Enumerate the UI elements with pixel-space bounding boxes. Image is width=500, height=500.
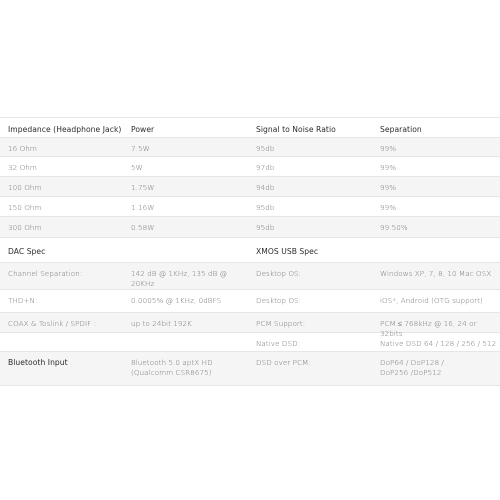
cell-snr: 95db	[256, 223, 275, 232]
cell-separation: 99.50%	[380, 223, 408, 232]
spec-value	[131, 333, 249, 339]
bluetooth-row	[0, 352, 500, 386]
spec-label: Desktop OS:	[256, 296, 302, 305]
cell-impedance: 150 Ohm	[8, 203, 42, 212]
bluetooth-input-heading: Bluetooth Input	[8, 358, 68, 367]
cell-impedance: 300 Ohm	[8, 223, 42, 232]
table-row	[0, 263, 500, 290]
table-row	[0, 333, 500, 352]
cell-snr: 94db	[256, 183, 275, 192]
cell-power: 1.16W	[131, 203, 155, 212]
dsd-over-pcm-label: DSD over PCM:	[256, 358, 311, 367]
spec-label: THD+N:	[8, 296, 38, 305]
header-snr: Signal to Noise Ratio	[256, 125, 336, 134]
cell-impedance: 16 Ohm	[8, 144, 37, 153]
xmos-spec-heading: XMOS USB Spec	[256, 247, 319, 256]
cell-snr: 97db	[256, 163, 275, 172]
bluetooth-input-value: Bluetooth 5.0 aptX HD (Qualcomm CSR8675)	[131, 358, 213, 377]
spec-label: Desktop OS:	[256, 269, 302, 278]
cell-impedance: 32 Ohm	[8, 163, 37, 172]
spec-label: PCM Support:	[256, 319, 306, 328]
dac-spec-heading: DAC Spec	[8, 247, 46, 256]
table-row	[0, 313, 500, 338]
spec-value: 142 dB @ 1KHz, 135 dB @ 20KHz	[131, 269, 227, 288]
cell-separation: 99%	[380, 144, 397, 153]
cell-separation: 99%	[380, 203, 397, 212]
header-power: Power	[131, 125, 155, 134]
table-row	[0, 197, 500, 217]
header-impedance: Impedance (Headphone Jack)	[8, 125, 122, 134]
spec-header-row	[0, 238, 500, 263]
spec-value: up to 24bit 192K	[131, 319, 192, 328]
cell-impedance: 100 Ohm	[8, 183, 42, 192]
spec-label: COAX & Toslink / SPDIF :	[8, 319, 97, 328]
spec-label	[8, 333, 126, 339]
cell-power: 1.75W	[131, 183, 155, 192]
spec-value: iOS*, Android (OTG support)	[380, 296, 483, 305]
cell-separation: 99%	[380, 163, 397, 172]
cell-snr: 95db	[256, 144, 275, 153]
spec-label: Native DSD:	[256, 339, 301, 348]
table-row	[0, 177, 500, 197]
impedance-header-row	[0, 117, 500, 138]
cell-power: 7.5W	[131, 144, 150, 153]
table-row	[0, 157, 500, 177]
cell-power: 0.58W	[131, 223, 155, 232]
spec-value: Native DSD 64 / 128 / 256 / 512	[380, 339, 497, 348]
cell-separation: 99%	[380, 183, 397, 192]
header-separation: Separation	[380, 125, 422, 134]
cell-snr: 95db	[256, 203, 275, 212]
table-row	[0, 290, 500, 313]
table-row	[0, 138, 500, 157]
spec-label: Channel Separation:	[8, 269, 83, 278]
table-row	[0, 217, 500, 238]
dsd-over-pcm-value: DoP64 / DoP128 / DoP256 /DoP512	[380, 358, 444, 377]
cell-power: 5W	[131, 163, 143, 172]
spec-value: 0.0005% @ 1KHz, 0dBFS	[131, 296, 222, 305]
spec-value: Windows XP, 7, 8, 10 Mac OSX	[380, 269, 492, 278]
spec-value: PCM ≤ 768kHz @ 16, 24 or 32bits	[380, 319, 477, 338]
